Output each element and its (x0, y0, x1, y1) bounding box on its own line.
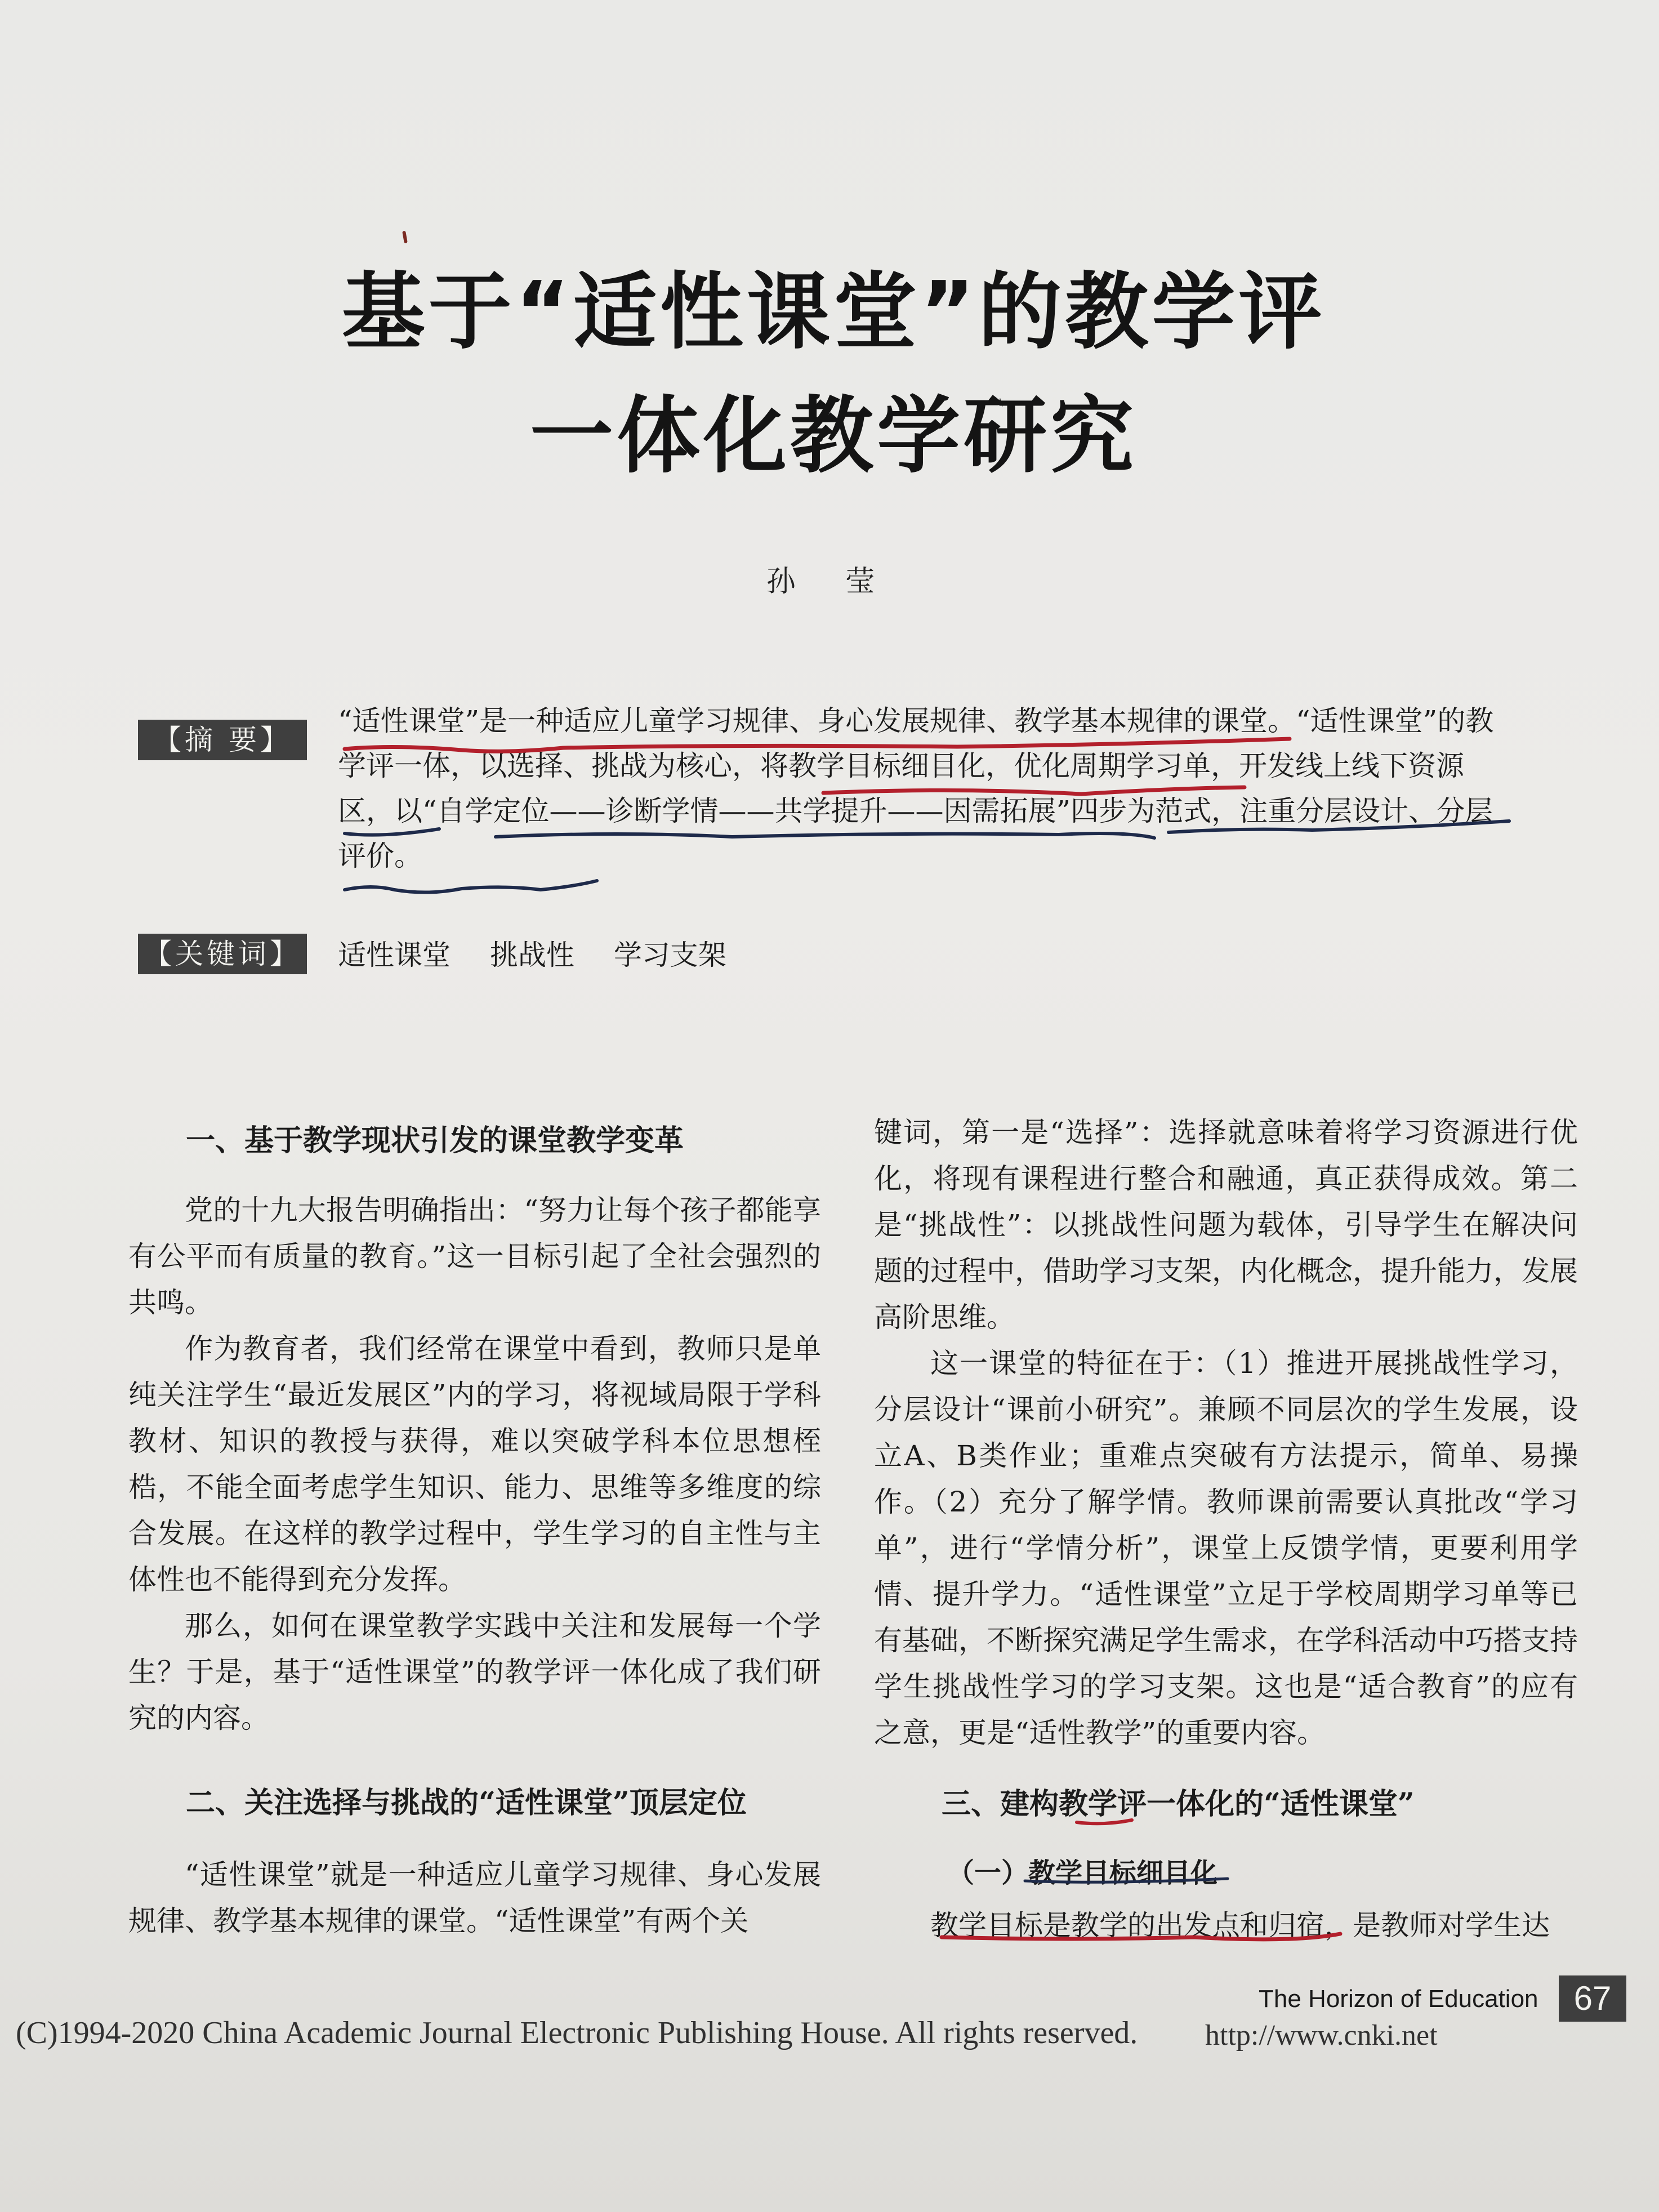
abstract-label: 【摘 要】 (138, 720, 307, 760)
left-paragraph-3: 那么，如何在课堂教学实践中关注和发展每一个学生？于是，基于“适性课堂”的教学评一体化成了我们研究的内容。 (128, 1609, 821, 1734)
right-paragraph-2: 这一课堂的特征在于：（1）推进开展挑战性学习，分层设计“课前小研究”。兼顾不同层次的学生发展，设立A、B类作业；重难点突破有方法提示，简单、易操作。（2）充分了解学情。教师课前需要认真批改“学习单”，进行“学情分析”，课堂上反馈学情，更要利用学情、提升学力。“适性课堂”立足于学校周期学习单等已有基础，不断探究满足学生需求，在学科活动中巧搭支持学生挑战性学习的学习支架。这也是“适合教育”的应有之意，更是“适性教学”的重要内容。 (874, 1347, 1578, 1749)
left-paragraph-1: 党的十九大报告明确指出：“努力让每个孩子都能享有公平而有质量的教育。”这一目标引起了全社会强烈的共鸣。 (128, 1194, 821, 1319)
article-title-line-1: 基于“适性课堂”的教学评 (341, 264, 1326, 360)
left-paragraph-4: “适性课堂”就是一种适应儿童学习规律、身心发展规律、教学基本规律的课堂。“适性课堂”有两个关 (128, 1858, 821, 1937)
author-name: 孙 莹 (766, 565, 895, 599)
section-2-heading: 二、关注选择与挑战的“适性课堂”顶层定位 (186, 1786, 747, 1820)
section-1-heading: 一、基于教学现状引发的课堂教学变革 (186, 1123, 684, 1158)
right-paragraph-1: 键词，第一是“选择”：选择就意味着将学习资源进行优化，将现有课程进行整合和融通，真正获得成效。第二是“挑战性”：以挑战性问题为载体，引导学生在解决问题的过程中，借助学习支架，内化概念，提升能力，发展高阶思维。 (874, 1116, 1578, 1334)
page-number: 67 (1559, 1975, 1626, 2022)
keyword-item: 学习支架 (613, 939, 726, 971)
copyright-notice: (C)1994-2020 China Academic Journal Electronic Publishing House. All rights reserved. (16, 2015, 1138, 2050)
section-3-heading: 三、建构教学评一体化的“适性课堂” (942, 1787, 1415, 1821)
article-title-line-2: 一体化教学研究 (530, 387, 1137, 484)
ink-speck (402, 231, 408, 244)
keyword-item: 挑战性 (489, 939, 574, 971)
footer-url: http://www.cnki.net (1205, 2019, 1438, 2052)
keyword-item: 适性课堂 (338, 939, 451, 971)
subsection-1-heading: （一）教学目标细目化 (947, 1857, 1218, 1889)
abstract-text: “适性课堂”是一种适应儿童学习规律、身心发展规律、教学基本规律的课堂。“适性课堂”的教学评一体，以选择、挑战为核心，将教学目标细目化，优化周期学习单，开发线上线下资源区，以“自学定位——诊断学情——共学提升——因需拓展”四步为范式，注重分层设计、分层评价。 (338, 704, 1494, 872)
right-paragraph-3: 教学目标是教学的出发点和归宿，是教师对学生达 (930, 1909, 1550, 1942)
keywords-list (338, 935, 757, 975)
left-paragraph-2: 作为教育者，我们经常在课堂中看到，教师只是单纯关注学生“最近发展区”内的学习，将视域局限于学科教材、知识的教授与获得，难以突破学科本位思想桎梏，不能全面考虑学生知识、能力、思维等多维度的综合发展。在这样的教学过程中，学生学习的自主性与主体性也不能得到充分发挥。 (128, 1332, 821, 1596)
keywords-label: 【关键词】 (138, 934, 307, 974)
black-wave-abstract-6 (345, 881, 597, 893)
journal-name: The Horizon of Education (1259, 1985, 1538, 2013)
